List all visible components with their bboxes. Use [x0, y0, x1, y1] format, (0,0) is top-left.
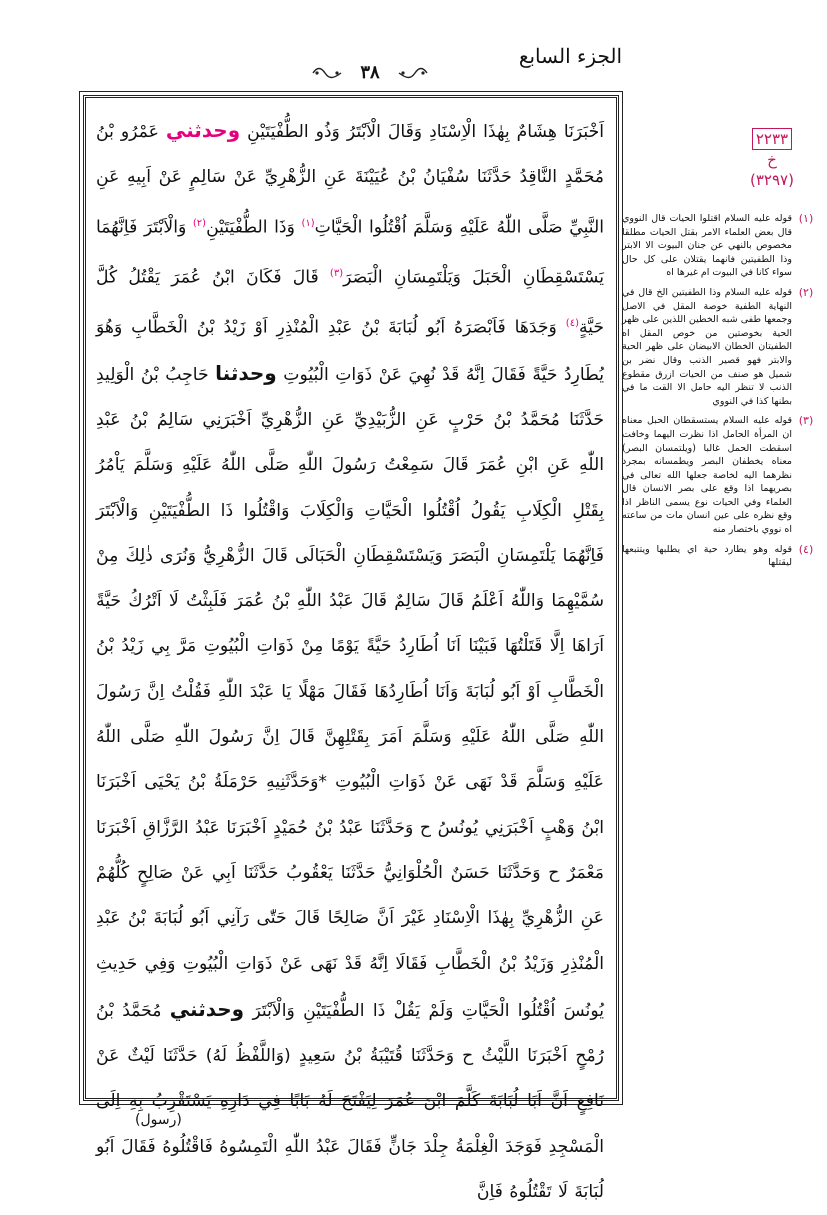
- hadith-reference: [748, 128, 796, 190]
- narration-keyword: وحدثنا: [215, 360, 277, 385]
- text-segment: حَاجِبُ بْنُ الْوَلِيدِ حَدَّثَنَا مُحَمَّدُ بْنُ حَرْبٍ عَنِ الزُّبَيْدِيِّ عَنِ الزُّهْرِيِّ اَخْبَرَنِي سَالِمُ بْنُ عَبْدِ اللّٰهِ عَنِ ابْنِ عُمَرَ قَالَ سَمِعْتُ رَسُولَ اللّٰهِ صَلَّى اللّٰهُ عَلَيْهِ وَسَلَّمَ يَاْمُرُ بِقَتْلِ الْكِلَابِ يَقُولُ اُقْتُلُوا الْحَيَّاتِ وَالْكِلَابَ وَاقْتُلُوا ذَا الطُّفْيَتَيْنِ وَالْاَبْتَرَ فَاِنَّهُمَا يَلْتَمِسَانِ الْبَصَرَ وَيَسْتَسْقِطَانِ الْحَبَالَى قَالَ الزُّهْرِيُّ وَنُرَى ذٰلِكَ مِنْ سُمَّيْهِمَا وَاللّٰهُ اَعْلَمُ قَالَ سَالِمٌ قَالَ عَبْدُ اللّٰهِ بْنُ عُمَرَ فَلَبِثْتُ لَا اَتْرُكُ حَيَّةً اَرَاهَا اِلَّا قَتَلْتُهَا فَبَيْنَا اَنَا اُطَارِدُ حَيَّةً يَوْمًا مِنْ ذَوَاتِ الْبُيُوتِ مَرَّ بِي زَيْدُ بْنُ الْخَطَّابِ اَوْ اَبُو لُبَابَةَ وَاَنَا اُطَارِدُهَا فَقَالَ مَهْلًا يَا عَبْدَ اللّٰهِ فَقُلْتُ اِنَّ رَسُولَ اللّٰهِ صَلَّى اللّٰهُ عَلَيْهِ وَسَلَّمَ اَمَرَ بِقَتْلِهِنَّ قَالَ اِنَّ رَسُولَ اللّٰهِ صَلَّى اللّٰهُ عَلَيْهِ وَسَلَّمَ قَدْ نَهَى عَنْ ذَوَاتِ الْبُيُوتِ *وَحَدَّثَنِيهِ حَرْمَلَةُ بْنُ يَحْيَى اَخْبَرَنَا ابْنُ وَهْبٍ اَخْبَرَنِي يُونُسُ ح وَحَدَّثَنَا عَبْدُ بْنُ حُمَيْدٍ اَخْبَرَنَا عَبْدُ الرَّزَّاقِ اَخْبَرَنَا مَعْمَرٌ ح وَحَدَّثَنَا حَسَنٌ الْحُلْوَانِيُّ حَدَّثَنَا يَعْقُوبُ حَدَّثَنَا اَبِي عَنْ صَالِحٍ كُلُّهُمْ عَنِ الزُّهْرِيِّ بِهٰذَا الْاِسْنَادِ غَيْرَ اَنَّ صَالِحًا قَالَ حَتّٰى رَآنِي اَبُو لُبَابَةَ بْنُ عَبْدِ الْمُنْذِرِ وَزَيْدُ بْنُ الْخَطَّابِ فَقَالَا اِنَّهُ قَدْ نَهَى عَنْ ذَوَاتِ الْبُيُوتِ وَفِي حَدِيثِ يُونُسَ اُقْتُلُوا الْحَيَّاتِ وَلَمْ يَقُلْ ذَا الطُّفْيَتَيْنِ وَالْاَبْتَرَ: [96, 364, 604, 1021]
- narration-keyword: وحدثني: [165, 118, 241, 142]
- cross-reference: خ (٣٢٩٧): [750, 151, 794, 189]
- margin-note: [622, 212, 820, 280]
- left-ornament-icon: [311, 66, 343, 80]
- text-segment: وَذَا الطُّفْيَتَيْنِ: [206, 217, 295, 238]
- right-ornament-icon: [397, 66, 429, 80]
- footnote-marker: (١): [301, 217, 315, 229]
- text-segment: قَالَ فَكَانَ ابْنُ عُمَرَ يَقْتُلُ كُلَّ حَيَّةٍ: [96, 267, 604, 338]
- hadith-number: ٢٢٣٣: [752, 128, 792, 150]
- catchword: (رسول): [135, 1112, 182, 1128]
- note-number: (٣): [798, 414, 814, 428]
- page-number: ٣٨: [360, 62, 380, 83]
- text-segment: عَمْرُو بْنُ مُحَمَّدٍ النَّاقِدُ حَدَّثَنَا سُفْيَانُ بْنُ عُيَيْنَةَ عَنِ الزُّهْرِيِّ عَنْ سَالِمٍ عَنْ اَبِيهِ عَنِ النَّبِيِّ صَلَّى اللّٰهُ عَلَيْهِ وَسَلَّمَ اُقْتُلُوا الْحَيَّاتِ: [96, 122, 604, 238]
- margin-note: [622, 543, 820, 570]
- footnote-marker: (٣): [329, 267, 344, 279]
- narration-keyword: وحدثني: [169, 996, 245, 1021]
- note-text: قوله عليه السلام اقتلوا الحيات قال النووي قال بعض العلماء الامر بقتل الحيات مطلقا مخصوص بالنهي عن جنان البيوت الا الابتر وذا الطفيتين فانهما يقتلان على كل حال سواء كانا في البيوت ام غيرها اه: [622, 213, 792, 279]
- note-number: (١): [798, 212, 814, 225]
- footnote-marker: (٢): [192, 217, 207, 229]
- note-number: (٤): [798, 542, 814, 556]
- text-segment: مُحَمَّدُ بْنُ رُمْحٍ اَخْبَرَنَا اللَّيْثُ ح وَحَدَّثَنَا قُتَيْبَةُ بْنُ سَعِيدٍ (وَاللَّفْظُ لَهُ) حَدَّثَنَا لَيْثٌ عَنْ نَافِعٍ اَنَّ اَبَا لُبَابَةَ كَلَّمَ ابْنَ عُمَرَ لِيَفْتَحَ لَهُ بَابًا فِي دَارِهِ يَسْتَقْرِبُ بِهِ اِلَى الْمَسْجِدِ فَوَجَدَ الْغِلْمَةُ جِلْدَ جَانٍّ فَقَالَ عَبْدُ اللّٰهِ الْتَمِسُوهُ فَاقْتُلُوهُ فَقَالَ اَبُو لُبَابَةَ لَا تَقْتُلُوهُ فَاِنَّ: [96, 1000, 604, 1203]
- footnote-marker: (٤): [565, 317, 579, 329]
- main-text: [96, 108, 604, 1203]
- page-number-block: [305, 62, 435, 86]
- text-segment: اَخْبَرَنَا هِشَامٌ بِهٰذَا الْاِسْنَادِ وَقَالَ الْاَبْتَرُ وَذُو الطُّفْيَتَيْنِ: [247, 122, 604, 142]
- note-number: (٢): [798, 285, 814, 299]
- margin-note: [622, 414, 820, 536]
- text-segment: وَالْاَبْتَرَ فَاِنَّهُمَا يَسْتَسْقِطَانِ الْحَبَلَ وَيَلْتَمِسَانِ الْبَصَرَ: [96, 217, 604, 288]
- main-paragraph: [96, 108, 604, 1215]
- text-segment: وَجَدَهَا فَاَبْصَرَهُ اَبُو لُبَابَةَ بْنُ عَبْدِ الْمُنْذِرِ اَوْ زَيْدُ بْنُ الْخَطَّابِ وَهُوَ يُطَارِدُ حَيَّةً فَقَالَ اِنَّهُ قَدْ نُهِيَ عَنْ ذَوَاتِ الْبُيُوتِ: [96, 317, 604, 385]
- note-text: قوله عليه السلام وذا الطفيتين الخ قال في النهاية الطفية خوصة المقل في الاصل وجمعها طفى شبه الخطين اللذين على ظهر الحية بخوصتين من خوص المقل اه الطفيتان الخطان الابيضان على ظهر الحية والابتر فهو قصير الذنب وقال نضر بن شميل هو صنف من الحيات ازرق مقطوع الذنب لا تنظر اليه حامل الا القت ما في بطنها كذا في النووي: [622, 286, 792, 407]
- margin-notes: [622, 212, 820, 576]
- margin-note: [622, 286, 820, 408]
- note-text: قوله عليه السلام يستسقطان الحبل معناه ان المرأة الحامل اذا نظرت اليهما وخافت اسقطت الحمل غالبا (ويلتمسان البصر) معناه يخطفان البصر ويطمسانه بمجرد نظرهما اليه لخاصة جعلها الله تعالى في بصريهما اذا وقع على بصر الانسان قال العلماء وفي الحيات نوع يسمى الناظر اذا وقع نظره على عين انسان مات من ساعته اه نووي باختصار منه: [622, 415, 792, 536]
- part-title: الجزء السابع: [518, 44, 622, 68]
- note-text: قوله وهو يطارد حية اي يطلبها ويتتبعها ليقتلها: [622, 543, 792, 569]
